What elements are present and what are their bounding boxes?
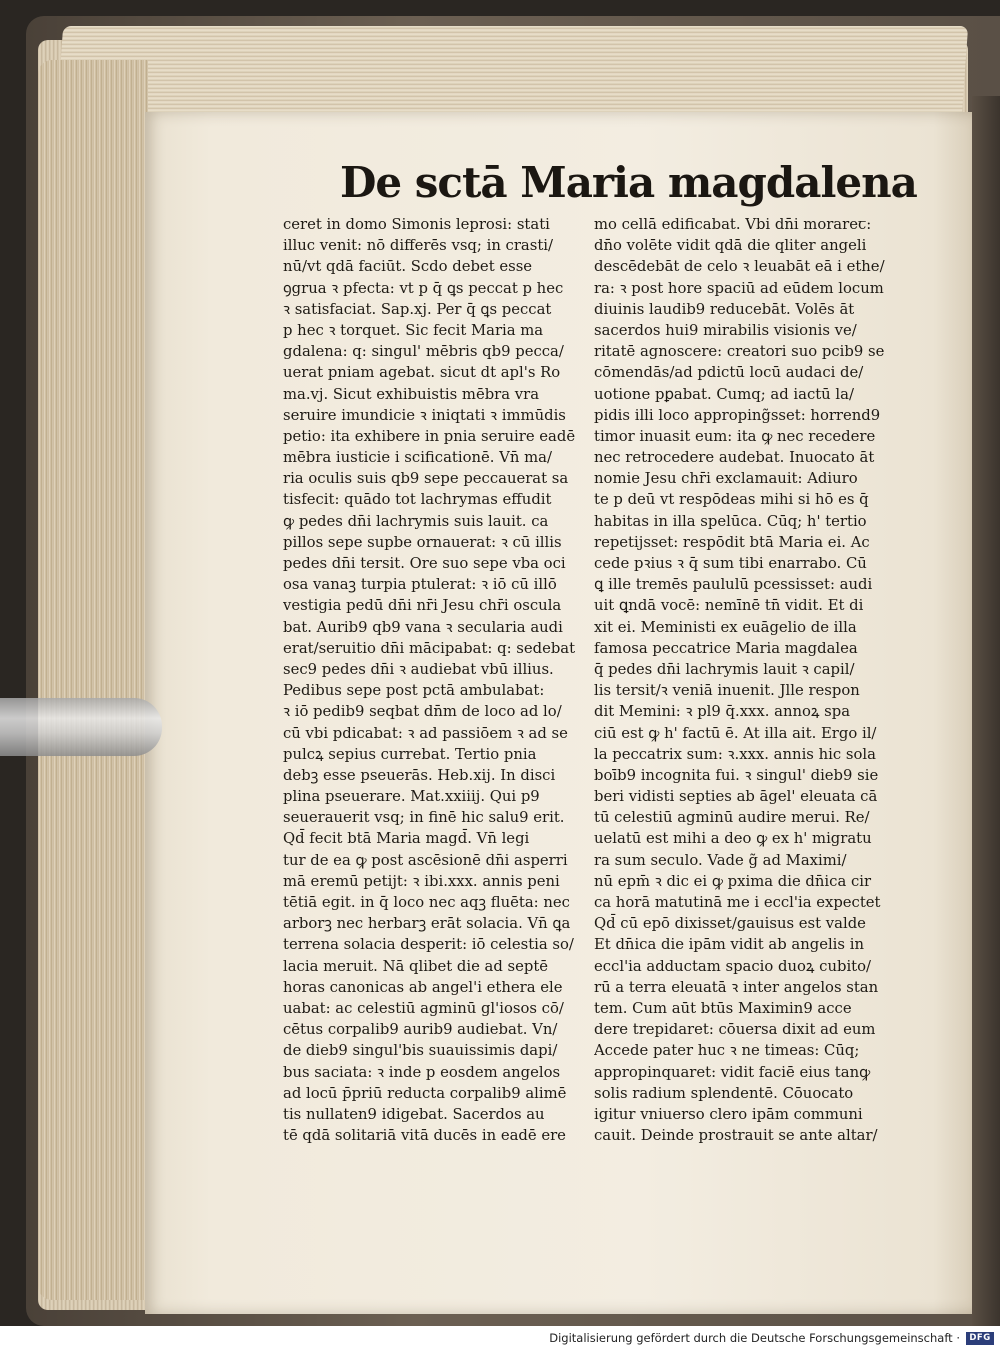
- text-line: nomie Jesu chr̄i exclamauit: Adiuro: [594, 470, 858, 488]
- text-line: dere trepidaret: cōuersa dixit ad eum: [594, 1021, 876, 1039]
- text-line: repetijsset: respōdit btā Maria ei. Ac: [594, 533, 870, 551]
- text-line: famosa peccatrice Maria magdalea: [594, 639, 858, 657]
- text-line: timor inuasit eum: ita ꝙ nec recedere: [594, 427, 876, 445]
- text-line: pulcꝝ sepius currebat. Tertio pnia: [283, 745, 537, 763]
- text-line: ꝙ pedes dn̄i lachrymis suis lauit. ca: [283, 512, 549, 530]
- text-line: tur de ea ꝙ post ascēsionē dn̄i asperri: [283, 851, 568, 869]
- text-line: rū a terra eleuatā ꝛ inter angelos stan: [594, 978, 879, 996]
- text-line: solis radium splendentē. Cōuocato: [594, 1084, 854, 1102]
- text-line: arborꝫ nec herbarꝫ erāt solacia. Vn̄ ꝗa: [283, 915, 571, 933]
- text-line: sec9 pedes dn̄i ꝛ audiebat vbū illius.: [283, 660, 554, 678]
- funding-notice: Digitalisierung gefördert durch die Deutsche Forschungsgemeinschaft ·: [549, 1331, 960, 1345]
- text-line: uotione pꝑabat. Cumq; ad iactū la/: [594, 385, 854, 403]
- text-line: cauit. Deinde prostrauit se ante altar/: [594, 1127, 878, 1145]
- text-line: eccl'ia adductam spacio duoꝝ cubito/: [594, 957, 872, 975]
- text-line: erat/seruitio dn̄i mācipabat: q: sedebat: [283, 639, 576, 657]
- text-column-right: [594, 214, 919, 1146]
- text-line: lis tersit/ꝛ veniā inuenit. Jlle respon: [594, 682, 860, 700]
- text-line: ca horā matutinā me i eccl'ia expectet: [594, 894, 881, 911]
- text-line: bus saciata: ꝛ inde p eosdem angelos: [283, 1063, 561, 1081]
- text-line: plina pseuerare. Mat.xxiiij. Qui p9: [283, 788, 540, 806]
- text-line: lacia meruit. Nā qlibet die ad septē: [283, 957, 549, 975]
- text-line: uabat: ac celestiū agminū gl'iosos cō/: [283, 999, 564, 1017]
- text-line: cū vbi pdicabat: ꝛ ad passiōem ꝛ ad se: [283, 724, 568, 742]
- text-line: tē qdā solitariā vitā ducēs in eadē ere: [283, 1127, 566, 1145]
- text-line: tem. Cum aūt btūs Maximin9 acce: [594, 999, 852, 1017]
- text-line: Pedibus sepe post pctā ambulabat:: [283, 682, 545, 700]
- text-line: cede pꝛius ꝛ q̄ sum tibi enarrabo. Cū: [594, 555, 867, 572]
- text-line: la peccatrix sum: ꝛ.xxx. annis hic sola: [594, 745, 876, 763]
- text-line: mēbra iusticie i scificationē. Vn̄ ma/: [283, 449, 552, 467]
- text-line: habitas in illa spelūca. Cūq; h' tertio: [594, 512, 867, 530]
- text-line: dn̄o volēte vidit qdā die qliter angeli: [594, 237, 867, 255]
- text-line: Et dn̄ica die ipām vidit ab angelis in: [594, 936, 864, 954]
- text-line: p hec ꝛ torquet. Sic fecit Maria ma: [283, 321, 544, 339]
- text-line: pidis illi loco approping̃sset: horrend9: [594, 406, 881, 424]
- text-line: boīb9 incognita fui. ꝛ singul' dieb9 sie: [594, 766, 879, 784]
- text-line: igitur vniuerso clero ipām communi: [594, 1105, 863, 1123]
- text-line: Accede pater huc ꝛ ne timeas: Cūq;: [594, 1042, 860, 1060]
- text-line: appropinquaret: vidit faciē eius tanꝙ: [594, 1063, 871, 1081]
- text-line: seruire imundicie ꝛ iniqtati ꝛ immūdis: [283, 406, 566, 424]
- text-line: tisfecit: quādo tot lachrymas effudit: [283, 491, 552, 509]
- text-line: Qd̄ cū epō dixisset/gauisus est valde: [594, 915, 866, 933]
- page-edges-top: [57, 26, 968, 116]
- text-line: dit Memini: ꝛ pl9 q̄.xxx. annoꝝ spa: [594, 703, 851, 721]
- text-line: ꝛ satisfaciat. Sap.xj. Per q̄ ꝗs peccat: [283, 300, 552, 318]
- text-line: ꝛ iō pedib9 seqbat dn̄m de loco ad lo/: [283, 703, 562, 721]
- page-edges-left: [38, 60, 148, 1300]
- text-line: uit ꝗndā vocē: nemīnē tn̄ vidit. Et di: [594, 597, 864, 615]
- text-line: horas canonicas ab angel'i ethera ele: [283, 978, 563, 996]
- text-line: mā eremū petijt: ꝛ ibi.xxx. annis peni: [283, 872, 560, 890]
- text-line: illuc venit: nō differēs vsq; in crasti/: [283, 237, 553, 255]
- text-line: diuinis laudib9 reducebāt. Volēs āt: [594, 300, 855, 318]
- text-line: pillos sepe supbe ornauerat: ꝛ cū illis: [283, 533, 562, 551]
- text-line: tū celestiū agminū audire merui. Re/: [594, 809, 870, 827]
- text-line: debꝫ esse pseuerās. Heb.xij. In disci: [283, 766, 556, 784]
- page-holder-strip: [0, 698, 162, 756]
- text-line: ciū est ꝙ h' factū ē. At illa ait. Ergo il/: [594, 724, 877, 742]
- text-line: ria oculis suis qb9 sepe peccauerat sa: [283, 470, 569, 488]
- text-line: osa vanaꝫ turpia ptulerat: ꝛ iō cū illō: [283, 576, 557, 594]
- text-line: ceret in domo Simonis leprosi: stati: [283, 216, 550, 233]
- text-line: nec retrocedere audebat. Inuocato āt: [594, 449, 875, 467]
- text-line: cētus corpalib9 aurib9 audiebat. Vn/: [283, 1021, 558, 1039]
- text-column-left: [283, 214, 608, 1146]
- footer-bar: [0, 1326, 1000, 1351]
- text-line: tētiā egit. in q̄ loco nec aqꝫ fluēta: nec: [283, 894, 570, 911]
- text-line: nū epm̄ ꝛ dic ei ꝙ pxima die dn̄ica cir: [594, 872, 872, 890]
- text-line: uelatū est mihi a deo ꝙ ex h' migratu: [594, 830, 872, 848]
- text-line: ritatē agnoscere: creatori suo pcib9 se: [594, 343, 885, 361]
- text-line: ad locū p̄priū reducta corpalib9 alimē: [283, 1084, 567, 1102]
- text-line: beri vidisti septies ab āgel' eleuata cā: [594, 788, 878, 806]
- book-cover-right: [972, 96, 1000, 1326]
- text-line: uerat pniam agebat. sicut dt apl's Ro: [283, 364, 561, 382]
- text-line: sacerdos hui9 mirabilis visionis ve/: [594, 321, 857, 339]
- text-line: ra: ꝛ post hore spaciū ad eūdem locum: [594, 279, 884, 297]
- text-line: bat. Aurib9 qb9 vana ꝛ secularia audi: [283, 618, 563, 636]
- text-line: pedes dn̄i tersit. Ore suo sepe vba oci: [283, 555, 566, 572]
- text-line: te p deū vt respōdeas mihi si hō es q̄: [594, 491, 869, 509]
- text-line: tis nullaten9 idigebat. Sacerdos au: [283, 1105, 545, 1123]
- text-line: xit ei. Meministi ex euāgelio de illa: [594, 618, 857, 636]
- text-line: nū/vt qdā faciūt. Scdo debet esse: [283, 258, 533, 276]
- text-line: q̄ pedes dn̄i lachrymis lauit ꝛ capil/: [594, 660, 855, 678]
- text-line: mo cellā edificabat. Vbi dn̄i morareꞇ:: [594, 216, 872, 233]
- text-line: terrena solacia desperit: iō celestia so/: [283, 936, 574, 954]
- text-line: seuerauerit vsq; in finē hic salu9 erit.: [283, 809, 565, 827]
- text-line: petio: ita exhibere in pnia seruire eadē: [283, 427, 576, 445]
- text-line: ra sum seculo. Vade g̃ ad Maximi/: [594, 851, 847, 869]
- text-line: cōmendās/ad pdictū locū audaci de/: [594, 364, 864, 382]
- text-line: gdalena: q: singul' mēbris qb9 pecca/: [283, 343, 564, 361]
- text-line: de dieb9 singul'bis suauissimis dapi/: [283, 1042, 558, 1060]
- text-line: ꝗ ille tremēs paululū pcessisset: audi: [594, 576, 873, 594]
- text-line: vestigia pedū dn̄i nr̄i Jesu chr̄i oscula: [283, 597, 562, 615]
- text-line: ma.vj. Sicut exhibuistis mēbra vra: [283, 385, 540, 403]
- page-title: De sctā Maria magdalena: [340, 158, 917, 207]
- dfg-logo: DFG: [966, 1332, 994, 1345]
- text-line: Qd̄ fecit btā Maria magd̄. Vn̄ legi: [283, 830, 530, 848]
- text-line: descēdebāt de celo ꝛ leuabāt eā i ethe/: [594, 258, 885, 276]
- text-line: ꝯgrua ꝛ pfecta: vt p q̄ ꝗs peccat p hec: [283, 279, 564, 297]
